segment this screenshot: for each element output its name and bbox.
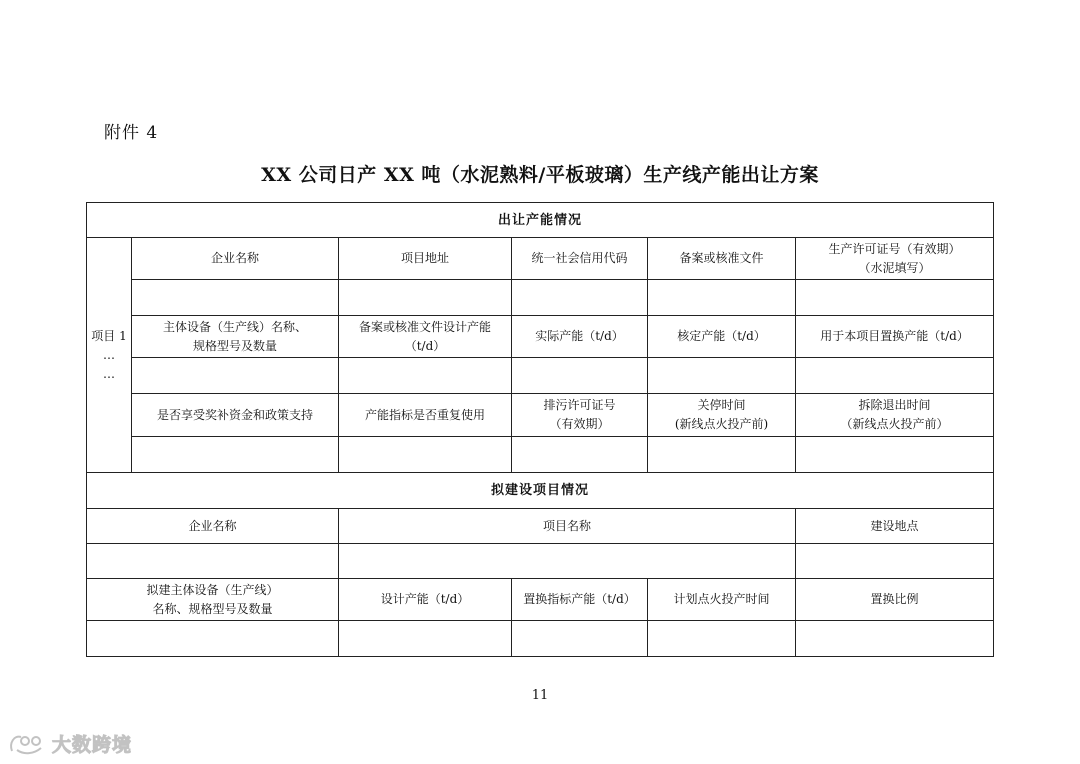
header-demolish-time: [796, 394, 994, 437]
header-credit-code: 统一社会信用代码: [512, 238, 648, 280]
input-new-equipment[interactable]: [87, 621, 339, 657]
header-capacity-reuse: 产能指标是否重复使用: [339, 394, 512, 437]
header-ignition-time: 计划点火投产时间: [648, 579, 796, 621]
header-replacement-ratio: 置换比例: [796, 579, 994, 621]
input-demolish-time[interactable]: [796, 437, 994, 473]
construction-section-heading: 拟建设项目情况: [87, 473, 994, 509]
design-capacity-line-1: 备案或核准文件设计产能: [358, 319, 491, 334]
input-subsidy-support[interactable]: [132, 437, 339, 473]
demolish-line-1: 拆除退出时间: [858, 398, 931, 412]
project-ellipsis: …: [103, 347, 115, 362]
new-equipment-line-1: 拟建主体设备（生产线）: [146, 582, 279, 597]
project-ellipsis: …: [103, 366, 115, 381]
watermark-logo-icon: [8, 730, 48, 756]
input-capacity-reuse[interactable]: [339, 437, 512, 473]
header-production-permit: [796, 238, 994, 280]
header-filing-docs: 备案或核准文件: [648, 238, 796, 280]
shutdown-line-2: (新线点火投产前): [674, 417, 769, 431]
header-new-equipment: [87, 579, 339, 621]
input-shutdown-time[interactable]: [648, 437, 796, 473]
input-new-project-name[interactable]: [339, 544, 796, 579]
project-label: 项目 1: [91, 328, 127, 343]
input-equipment[interactable]: [132, 358, 339, 394]
input-project-address[interactable]: [339, 280, 512, 316]
document-title: XX 公司日产 XX 吨（水泥熟料/平板玻璃）生产线产能出让方案: [261, 164, 819, 186]
design-capacity-line-2: （t/d）: [404, 338, 446, 353]
input-company-name[interactable]: [132, 280, 339, 316]
header-replacement-index: 置换指标产能（t/d）: [512, 579, 648, 621]
input-new-company-name[interactable]: [87, 544, 339, 579]
header-actual-capacity: 实际产能（t/d）: [512, 316, 648, 358]
header-shutdown-time: [648, 394, 796, 437]
input-design-capacity[interactable]: [339, 358, 512, 394]
header-subsidy-support: 是否享受奖补资金和政策支持: [132, 394, 339, 437]
demolish-line-2: （新线点火投产前）: [840, 417, 949, 431]
capacity-transfer-table: [86, 202, 994, 657]
header-project-address: 项目地址: [339, 238, 512, 280]
header-company-name: 企业名称: [132, 238, 339, 280]
equipment-line-2: 规格型号及数量: [192, 338, 277, 353]
header-new-company-name: 企业名称: [87, 509, 339, 544]
shutdown-line-1: 关停时间: [697, 398, 746, 412]
input-pollution-permit[interactable]: [512, 437, 648, 473]
input-replacement-capacity[interactable]: [796, 358, 994, 394]
new-equipment-line-2: 名称、规格型号及数量: [152, 601, 273, 616]
input-construction-location[interactable]: [796, 544, 994, 579]
pollution-line-2: （有效期）: [549, 417, 610, 431]
watermark-text: 大数跨境: [52, 733, 133, 756]
input-replacement-index[interactable]: [512, 621, 648, 657]
header-construction-location: 建设地点: [796, 509, 994, 544]
input-credit-code[interactable]: [512, 280, 648, 316]
page-number: 11: [531, 688, 549, 703]
header-new-design-capacity: 设计产能（t/d）: [339, 579, 512, 621]
input-actual-capacity[interactable]: [512, 358, 648, 394]
header-pollution-permit: [512, 394, 648, 437]
input-replacement-ratio[interactable]: [796, 621, 994, 657]
permit-line-1: 生产许可证号（有效期）: [828, 241, 961, 256]
header-approved-capacity: 核定产能（t/d）: [648, 316, 796, 358]
header-design-capacity: [339, 316, 512, 358]
equipment-line-1: 主体设备（生产线）名称、: [162, 319, 307, 334]
attachment-label: 附件 4: [104, 123, 159, 143]
project-label-cell: [87, 238, 132, 473]
pollution-line-1: 排污许可证号: [543, 398, 616, 412]
header-equipment: [132, 316, 339, 358]
input-production-permit[interactable]: [796, 280, 994, 316]
transfer-section-heading: 出让产能情况: [87, 203, 994, 238]
input-approved-capacity[interactable]: [648, 358, 796, 394]
input-new-design-capacity[interactable]: [339, 621, 512, 657]
input-ignition-time[interactable]: [648, 621, 796, 657]
header-new-project-name: 项目名称: [339, 509, 796, 544]
watermark: [8, 728, 132, 758]
input-filing-docs[interactable]: [648, 280, 796, 316]
header-replacement-capacity: 用于本项目置换产能（t/d）: [796, 316, 994, 358]
permit-line-2: （水泥填写）: [858, 260, 931, 275]
